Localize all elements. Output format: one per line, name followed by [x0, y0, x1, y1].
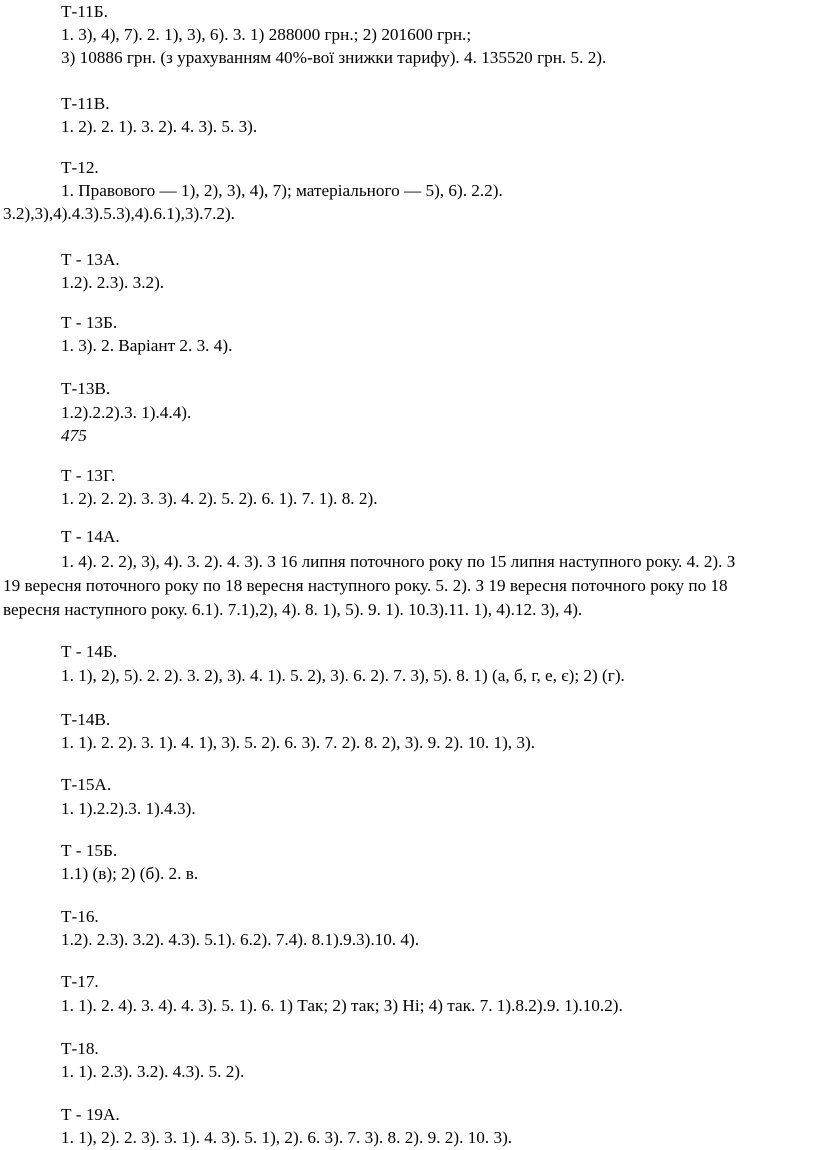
answer-line: 1. 3), 4), 7). 2. 1), 3), 6). 3. 1) 288000 грн.; 2) 201600 грн.; [61, 25, 472, 44]
section-heading: Т-11В. [61, 94, 110, 113]
answer-line: 1. 1), 2). 2. 3). 3. 1). 4. 3). 5. 1), 2). 6. 3). 7. 3). 8. 2). 9. 2). 10. 3). [61, 1128, 513, 1147]
section-heading: Т-12. [61, 158, 99, 177]
section-heading: Т - 19А. [61, 1105, 120, 1124]
answer-line: 1. 1).2.2).3. 1).4.3). [61, 799, 196, 818]
section-heading: Т-11Б. [61, 2, 108, 21]
section-heading: Т-16. [61, 907, 99, 926]
section-heading: Т-18. [61, 1039, 99, 1058]
section-heading: Т - 14А. [61, 527, 120, 546]
answer-line: 19 вересня поточного року по 18 вересня наступного року. 5. 2). З 19 вересня поточного року по 18 [3, 576, 728, 595]
section-heading: Т - 15Б. [61, 841, 118, 860]
answer-line: 1. 2). 2. 1). 3. 2). 4. 3). 5. 3). [61, 117, 258, 136]
answer-line: 3) 10886 грн. (з урахуванням 40%-вої знижки тарифу). 4. 135520 грн. 5. 2). [61, 48, 607, 67]
section-heading: Т - 13А. [61, 250, 120, 269]
answer-line: 1. 1), 2), 5). 2. 2). 3. 2), 3). 4. 1). 5. 2), 3). 6. 2). 7. 3), 5). 8. 1) (а, б, г, е, є); 2) (г). [61, 666, 625, 685]
answer-line: 1. 1). 2. 4). 3. 4). 4. 3). 5. 1). 6. 1) Так; 2) так; З) Ні; 4) так. 7. 1).8.2).9. 1).10.2). [61, 996, 623, 1015]
answer-line: 1. 4). 2. 2), 3), 4). 3. 2). 4. 3). З 16 липня поточного року по 15 липня наступного року. 4. 2). З [61, 552, 736, 571]
answer-line: 1. 2). 2. 2). 3. 3). 4. 2). 5. 2). 6. 1). 7. 1). 8. 2). [61, 489, 378, 508]
section-heading: Т - 13Б. [61, 313, 118, 332]
page-number: 475 [61, 426, 87, 445]
section-heading: Т - 13Г. [61, 466, 116, 485]
section-heading: Т-13В. [61, 379, 111, 398]
answer-line: 1. Правового — 1), 2), 3), 4), 7); матеріального — 5), 6). 2.2). [61, 181, 503, 200]
answer-line: 1. 1). 2.3). 3.2). 4.3). 5. 2). [61, 1062, 245, 1081]
section-heading: Т-14В. [61, 710, 111, 729]
answer-line: 1.2).2.2).3. 1).4.4). [61, 403, 192, 422]
answer-line: 1. 3). 2. Варіант 2. 3. 4). [61, 336, 233, 355]
section-heading: Т-15А. [61, 775, 112, 794]
answer-line: 1.2). 2.3). 3.2). 4.3). 5.1). 6.2). 7.4). 8.1).9.3).10. 4). [61, 930, 420, 949]
answer-line: 3.2),3),4).4.3).5.3),4).6.1),3).7.2). [3, 204, 235, 223]
answer-line: 1. 1). 2. 2). 3. 1). 4. 1), 3). 5. 2). 6. 3). 7. 2). 8. 2), 3). 9. 2). 10. 1), 3). [61, 733, 536, 752]
section-heading: Т-17. [61, 972, 99, 991]
answer-line: 1.1) (в); 2) (б). 2. в. [61, 864, 199, 883]
section-heading: Т - 14Б. [61, 642, 118, 661]
answer-line: вересня наступного року. 6.1). 7.1),2), 4). 8. 1), 5). 9. 1). 10.3).11. 1), 4).12. 3), 4). [3, 600, 583, 619]
answer-line: 1.2). 2.3). 3.2). [61, 273, 165, 292]
